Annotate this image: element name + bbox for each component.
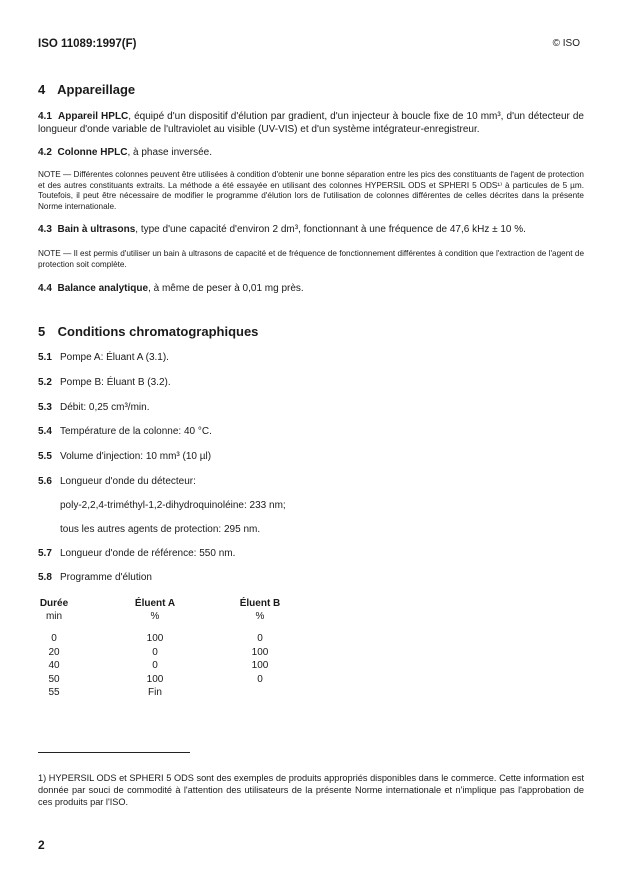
clause-5-4-number: 5.4 bbox=[38, 426, 52, 437]
clause-5-6 bbox=[38, 476, 196, 487]
clause-5-1-text: Pompe A: Éluant A (3.1). bbox=[60, 352, 169, 363]
clause-4-1 bbox=[38, 110, 584, 136]
section-4-number: 4 bbox=[38, 82, 46, 97]
clause-5-3-text: Débit: 0,25 cm³/min. bbox=[60, 402, 150, 413]
unit-eluent-a: % bbox=[150, 611, 160, 622]
clause-4-2-text: , à phase inversée. bbox=[127, 147, 212, 158]
table-cell: 20 bbox=[48, 646, 60, 658]
header-eluent-b: Éluent B bbox=[239, 598, 281, 609]
unit-duree: min bbox=[45, 611, 63, 622]
wavelength-pmq: poly-2,2,4-triméthyl-1,2-dihydroquinoléine: 233 nm; bbox=[60, 500, 286, 511]
clause-4-1-number: 4.1 bbox=[38, 111, 52, 122]
table-cell: 0 bbox=[152, 646, 158, 658]
clause-5-6-text: Longueur d'onde du détecteur: bbox=[60, 476, 196, 487]
section-5-number: 5 bbox=[38, 324, 46, 339]
table-col-eluent-a bbox=[128, 598, 182, 700]
clause-5-5 bbox=[38, 451, 211, 462]
clause-5-2-text: Pompe B: Éluant B (3.2). bbox=[60, 377, 171, 388]
note-columns: NOTE — Différentes colonnes peuvent être utilisées à condition d'obtenir une bonne séparation entre les pics des constituants de l'agent de protection et des autres constituants extraits. La méthode a été essayée en utilisant des colonnes HYPERSIL ODS et SPHERI 5 ODS¹⁾ à particules de 5 µm. Toutefois, il peut être nécessaire de modifier le programme d'élution lors de l'utilisation de colonnes différentes de celles décrites dans la présente Norme internationale. bbox=[38, 170, 584, 211]
clause-5-7-text: Longueur d'onde de référence: 550 nm. bbox=[60, 548, 236, 559]
table-cell: 100 bbox=[146, 673, 164, 685]
clause-5-4 bbox=[38, 426, 212, 437]
clause-5-1 bbox=[38, 352, 169, 363]
clause-4-3 bbox=[38, 223, 584, 236]
table-cell: 100 bbox=[251, 646, 269, 658]
clause-5-7-number: 5.7 bbox=[38, 548, 52, 559]
clause-5-1-number: 5.1 bbox=[38, 352, 52, 363]
table-cell: 100 bbox=[251, 660, 269, 671]
section-4-heading bbox=[38, 82, 135, 97]
clause-4-4-number: 4.4 bbox=[38, 283, 52, 294]
table-cell: 0 bbox=[152, 660, 158, 671]
table-cell: 0 bbox=[51, 633, 57, 644]
table-cell: 40 bbox=[48, 660, 60, 671]
clause-5-3 bbox=[38, 402, 149, 413]
clause-4-3-number: 4.3 bbox=[38, 224, 52, 235]
clause-5-8-text: Programme d'élution bbox=[60, 572, 152, 583]
clause-5-2-number: 5.2 bbox=[38, 377, 52, 388]
table-cell: 0 bbox=[257, 633, 263, 644]
table-cell: 50 bbox=[48, 673, 60, 685]
unit-eluent-b: % bbox=[255, 611, 265, 622]
clause-5-3-number: 5.3 bbox=[38, 402, 52, 413]
clause-5-7 bbox=[38, 548, 235, 559]
header-duree: Durée bbox=[39, 598, 69, 609]
clause-4-2-term: Colonne HPLC bbox=[57, 147, 128, 158]
table-cell: 55 bbox=[48, 687, 60, 698]
table-col-duree bbox=[38, 598, 70, 700]
note-ultrasound: NOTE — Il est permis d'utiliser un bain à ultrasons de capacité et de fréquence de fonctionnement différentes à condition que l'extraction de l'agent de protection soit complète. bbox=[38, 249, 584, 269]
section-4-title: Appareillage bbox=[57, 82, 136, 97]
clause-4-4-term: Balance analytique bbox=[57, 283, 149, 294]
page-number: 2 bbox=[38, 838, 45, 852]
table-col-eluent-b bbox=[233, 598, 287, 686]
section-5-title: Conditions chromatographiques bbox=[57, 324, 259, 339]
clause-5-4-text: Température de la colonne: 40 °C. bbox=[60, 426, 212, 437]
footnote: 1) HYPERSIL ODS et SPHERI 5 ODS sont des exemples de produits appropriés disponibles dans le commerce. Cette information est donnée par souci de commodité à l'attention des utilisateurs de la présente Norme internationale et n'implique pas l'approbation de ces produits par l'ISO. bbox=[38, 773, 584, 807]
table-cell: Fin bbox=[148, 687, 162, 698]
standard-number: ISO 11089:1997(F) bbox=[38, 38, 137, 50]
clause-5-5-number: 5.5 bbox=[38, 451, 52, 462]
section-5-heading bbox=[38, 324, 258, 339]
clause-4-4 bbox=[38, 282, 584, 295]
clause-4-2-number: 4.2 bbox=[38, 147, 52, 158]
clause-5-8 bbox=[38, 572, 152, 583]
header-eluent-a: Éluent A bbox=[134, 598, 176, 609]
clause-4-2 bbox=[38, 146, 584, 159]
clause-4-1-text: , équipé d'un dispositif d'élution par gradient, d'un injecteur à boucle fixe de 10 mm³, d'un détecteur de longueur d'onde variable de l'ultraviolet au visible (UV-VIS) et d'un système intégrateur-enregistreur. bbox=[38, 111, 584, 135]
footnote-separator bbox=[38, 752, 190, 753]
table-cell: 0 bbox=[257, 673, 263, 685]
table-cell: 100 bbox=[146, 633, 164, 644]
clause-4-3-text: , type d'une capacité d'environ 2 dm³, fonctionnant à une fréquence de 47,6 kHz ± 10 %. bbox=[135, 224, 526, 235]
clause-5-8-number: 5.8 bbox=[38, 572, 52, 583]
copyright-mark: © ISO bbox=[552, 38, 580, 49]
clause-4-3-term: Bain à ultrasons bbox=[57, 224, 136, 235]
clause-4-1-term: Appareil HPLC bbox=[58, 111, 129, 122]
clause-4-4-text: , à même de peser à 0,01 mg près. bbox=[148, 283, 304, 294]
clause-5-2 bbox=[38, 377, 171, 388]
clause-5-6-number: 5.6 bbox=[38, 476, 52, 487]
wavelength-others: tous les autres agents de protection: 295 nm. bbox=[60, 524, 261, 535]
clause-5-5-text: Volume d'injection: 10 mm³ (10 µl) bbox=[60, 451, 212, 462]
